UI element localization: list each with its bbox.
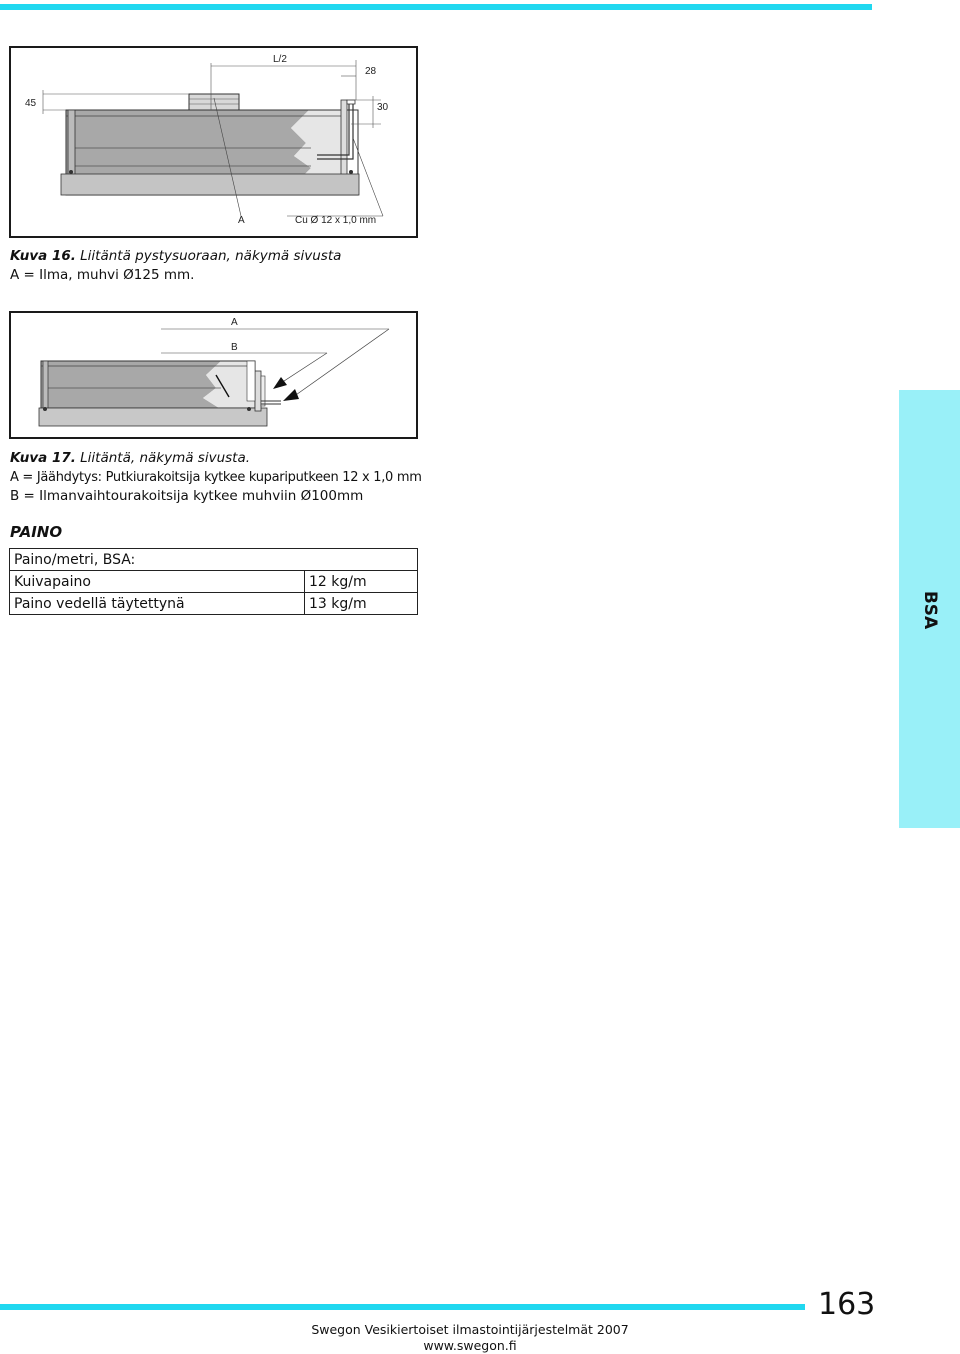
caption-17-title: Liitäntä, näkymä sivusta. <box>80 450 251 466</box>
caption-17-number: Kuva 17. <box>10 450 76 466</box>
label-b: B <box>231 342 238 353</box>
table-cell-label: Paino vedellä täytettynä <box>10 593 305 615</box>
duct-body <box>41 361 221 408</box>
caption-17-line2: A = Jäähdytys: Putkiurakoitsija kytkee kupariputkeen 12 x 1,0 mm <box>10 470 422 485</box>
figure-16-diagram <box>9 46 418 238</box>
top-accent-bar <box>0 4 872 10</box>
weight-heading: PAINO <box>10 523 63 541</box>
weight-table <box>9 548 418 615</box>
bottom-accent-bar <box>0 1304 805 1310</box>
table-header-cell: Paino/metri, BSA: <box>10 549 418 571</box>
dim-30-label: 30 <box>377 102 389 113</box>
caption-16-line2: A = Ilma, muhvi Ø125 mm. <box>10 267 195 283</box>
page-number: 163 <box>818 1287 876 1322</box>
caption-16 <box>10 247 430 285</box>
table-cell-value: 12 kg/m <box>305 571 418 593</box>
table-row <box>10 593 418 615</box>
table-cell-label: Kuivapaino <box>10 571 305 593</box>
dim-l2-label: L/2 <box>273 54 287 65</box>
table-cell-value: 13 kg/m <box>305 593 418 615</box>
figure-17-drawing <box>11 313 416 437</box>
figure-16-drawing <box>11 48 416 236</box>
caption-16-title: Liitäntä pystysuoraan, näkymä sivusta <box>80 248 342 264</box>
dim-28-label: 28 <box>365 66 377 77</box>
caption-17 <box>10 449 440 506</box>
label-cu: Cu Ø 12 x 1,0 mm <box>295 215 377 226</box>
table-row <box>10 549 418 571</box>
dim-45-label: 45 <box>25 98 37 109</box>
label-a: A <box>231 317 238 328</box>
caption-17-line3: B = Ilmanvaihtourakoitsija kytkee muhviin Ø100mm <box>10 488 364 504</box>
side-tab <box>899 390 960 828</box>
footer <box>255 1322 685 1354</box>
spigot <box>189 94 239 110</box>
footer-publication: Swegon Vesikiertoiset ilmastointijärjestelmät 2007 <box>311 1322 629 1337</box>
side-tab-label: BSA <box>919 590 940 630</box>
table-row <box>10 571 418 593</box>
caption-16-number: Kuva 16. <box>10 248 76 264</box>
figure-17-diagram <box>9 311 418 439</box>
label-a: A <box>238 215 245 226</box>
footer-website: www.swegon.fi <box>423 1338 517 1353</box>
